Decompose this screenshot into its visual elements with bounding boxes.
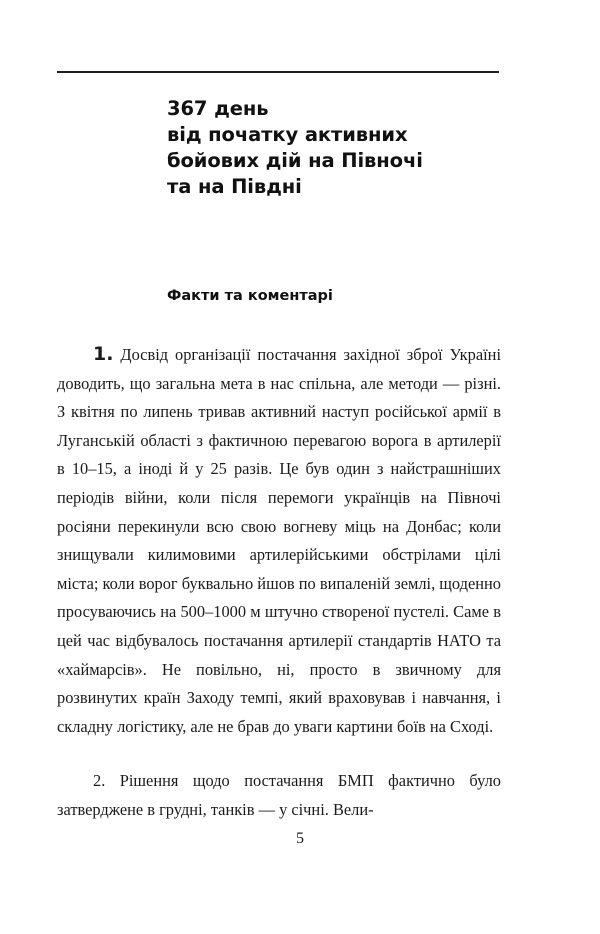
section-heading: Факти та коментарі xyxy=(167,288,333,304)
chapter-title xyxy=(57,96,501,200)
paragraph-2 xyxy=(57,767,501,824)
paragraph-2-text: Рішення щодо постачання БМП фактично було затверджене в грудні, танків — у січні. Вели- xyxy=(57,771,501,819)
header-rule xyxy=(57,71,499,73)
paragraph-1-numeral: 1. xyxy=(93,343,114,365)
chapter-title-line-4: та на Півдні xyxy=(167,175,302,198)
chapter-title-line-1: 367 день xyxy=(167,97,269,120)
paragraph-2-numeral: 2. xyxy=(93,771,106,791)
paragraph-1-text: Досвід організації постачання західної зброї Україні доводить, що загальна мета в нас спільна, але методи — різні. З квітня по липень тривав активний наступ російської армії в Луганській області з фактичною перевагою ворога в артилерії в 10–15, а іноді й у 25 разів. Це був один з найстрашніших періодів війни, коли після перемоги українців на Півночі росіяни перекинули всю свою вогневу міць на Донбас; коли знищували килимовими артилерійськими обстрілами цілі міста; коли ворог буквально йшов по випаленій землі, щоденно просуваючись на 500–1000 м штучно створеної пустелі. Саме в цей час відбувалось постачання артилерії стандартів НАТО та «хаймарсів». Не повільно, ні, просто в звичному для розвинутих країн Заходу темпі, який враховував і навчання, і складну логістику, але не брав до уваги картини боїв на Сході. xyxy=(57,345,501,736)
chapter-title-line-2: від початку активних xyxy=(167,123,408,146)
page-number: 5 xyxy=(296,830,304,847)
chapter-title-line-3: бойових дій на Півночі xyxy=(167,149,423,172)
paragraph-1 xyxy=(57,340,501,741)
body-text xyxy=(57,306,501,825)
page-content xyxy=(57,96,501,825)
